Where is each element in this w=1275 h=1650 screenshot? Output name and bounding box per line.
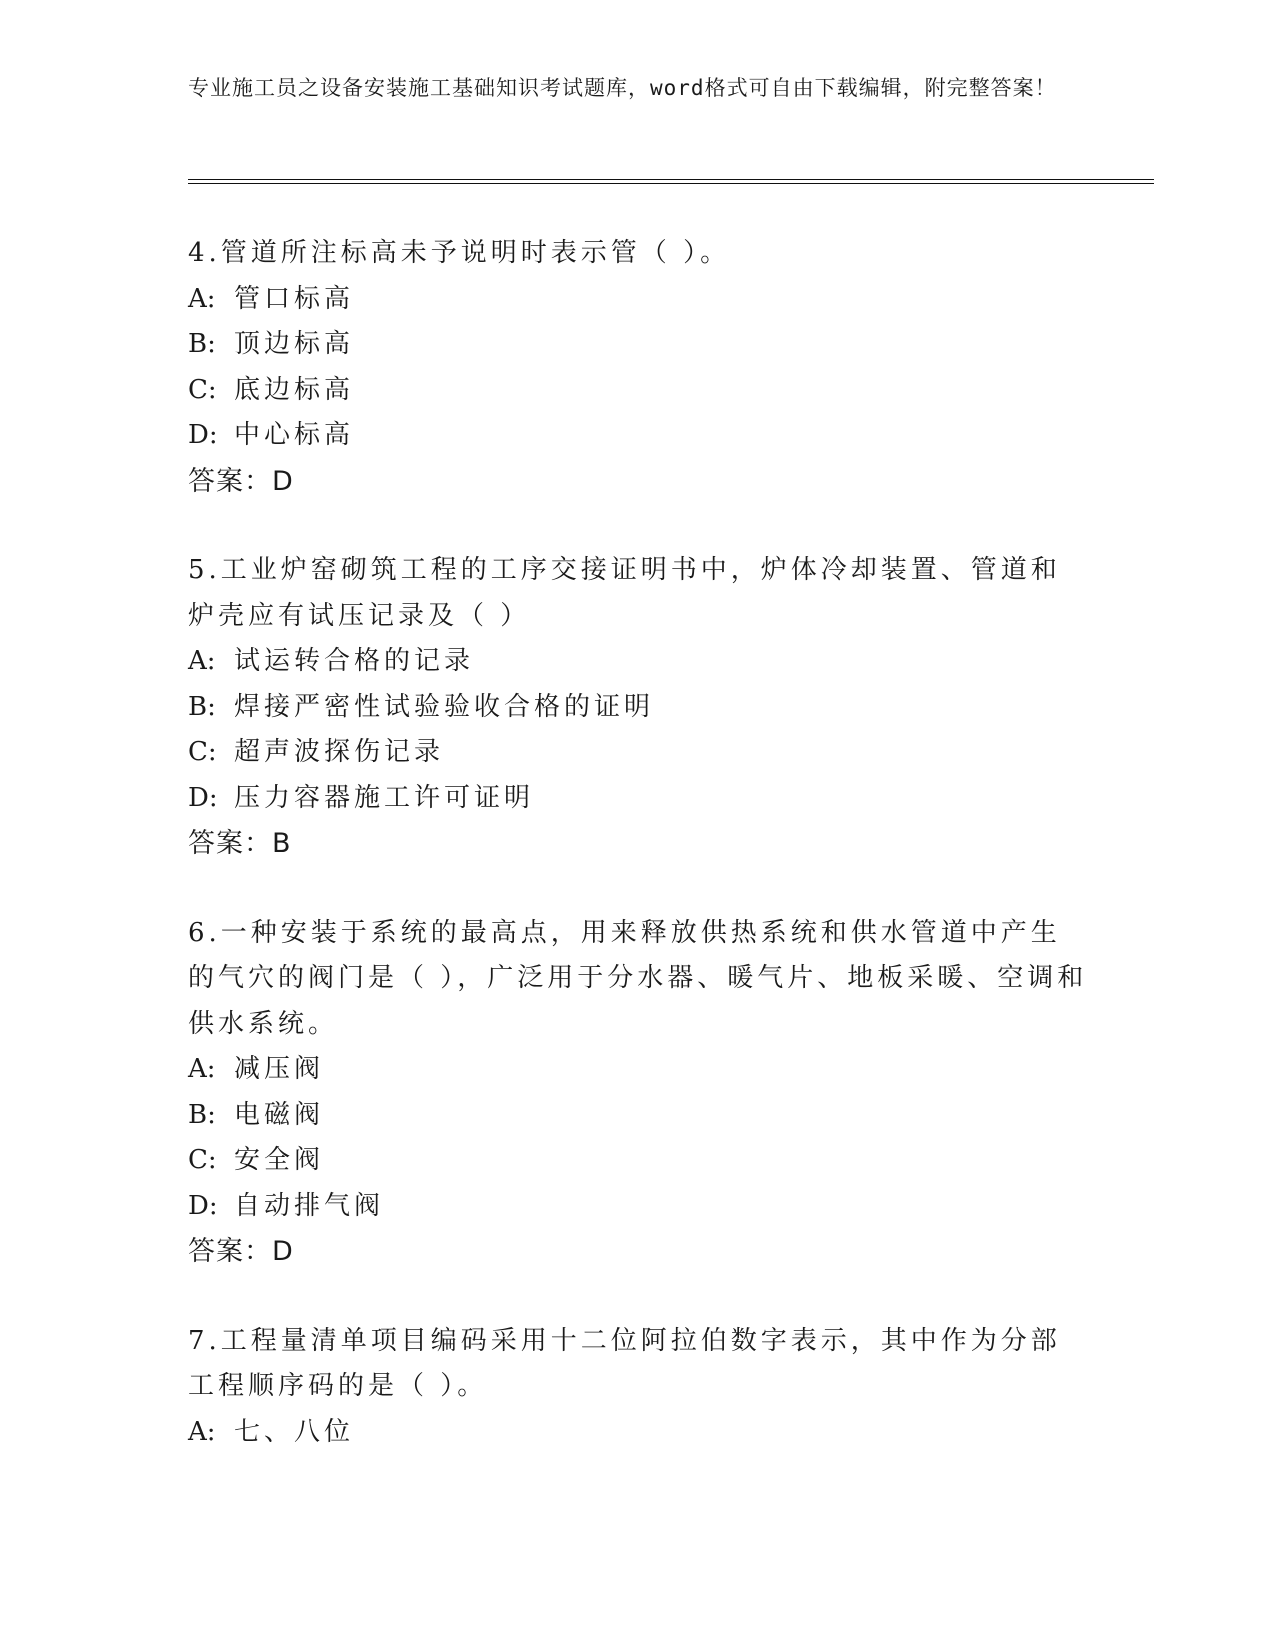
option-key: D: bbox=[188, 1190, 218, 1221]
option-key: A: bbox=[188, 1054, 216, 1084]
option-c bbox=[188, 730, 1088, 776]
option-text: 管口标高 bbox=[234, 283, 355, 314]
option-key: A: bbox=[188, 646, 216, 676]
option-a bbox=[188, 639, 1088, 685]
option-b bbox=[188, 322, 1088, 368]
option-b bbox=[188, 1093, 1088, 1139]
option-text: 超声波探伤记录 bbox=[234, 737, 445, 767]
option-key: D: bbox=[188, 782, 218, 813]
option-text: 焊接严密性试验验收合格的证明 bbox=[234, 691, 655, 722]
question-4 bbox=[188, 231, 1088, 504]
option-key: A: bbox=[188, 283, 216, 314]
question-stem: 6.一种安装于系统的最高点，用来释放供热系统和供水管道中产生的气穴的阀门是（ ），广泛用于分水器、暖气片、地板采暖、空调和供水系统。 bbox=[188, 917, 1088, 1039]
option-text: 中心标高 bbox=[234, 420, 355, 450]
option-key: A: bbox=[188, 1416, 216, 1447]
header-divider-top bbox=[188, 179, 1154, 180]
answer-line: 答案：D bbox=[188, 465, 294, 497]
question-stem: 4.管道所注标高未予说明时表示管（ ）。 bbox=[188, 238, 731, 268]
option-a bbox=[188, 277, 1088, 323]
question-6 bbox=[188, 911, 1088, 1275]
option-key: B: bbox=[188, 1099, 216, 1130]
answer-line: 答案：D bbox=[188, 1236, 294, 1267]
option-text: 安全阀 bbox=[234, 1145, 325, 1175]
document-header: 专业施工员之设备安装施工基础知识考试题库，word格式可自由下载编辑，附完整答案！ bbox=[188, 76, 1057, 100]
question-5 bbox=[188, 548, 1088, 867]
option-text: 顶边标高 bbox=[234, 329, 355, 359]
question-7 bbox=[188, 1319, 1088, 1456]
option-text: 底边标高 bbox=[234, 374, 355, 405]
option-key: C: bbox=[188, 374, 217, 405]
option-text: 电磁阀 bbox=[234, 1099, 325, 1130]
option-key: B: bbox=[188, 691, 216, 722]
option-text: 七、八位 bbox=[234, 1416, 355, 1447]
option-text: 试运转合格的记录 bbox=[234, 646, 475, 676]
option-key: C: bbox=[188, 737, 217, 767]
option-a bbox=[188, 1410, 1088, 1456]
option-text: 自动排气阀 bbox=[234, 1190, 385, 1221]
question-stem: 5.工业炉窑砌筑工程的工序交接证明书中，炉体冷却装置、管道和炉壳应有试压记录及（ ） bbox=[188, 555, 1061, 631]
option-c bbox=[188, 368, 1088, 414]
option-d bbox=[188, 413, 1088, 459]
answer-line: 答案：B bbox=[188, 828, 292, 859]
question-list bbox=[188, 231, 1088, 1499]
header-divider-bottom bbox=[188, 183, 1154, 184]
option-d bbox=[188, 1184, 1088, 1230]
option-key: D: bbox=[188, 420, 218, 450]
option-a bbox=[188, 1047, 1088, 1093]
question-stem: 7.工程量清单项目编码采用十二位阿拉伯数字表示，其中作为分部工程顺序码的是（ ）。 bbox=[188, 1325, 1061, 1401]
option-text: 压力容器施工许可证明 bbox=[234, 782, 535, 813]
option-b bbox=[188, 685, 1088, 731]
option-key: B: bbox=[188, 329, 216, 359]
option-text: 减压阀 bbox=[234, 1054, 325, 1084]
option-c bbox=[188, 1138, 1088, 1184]
option-key: C: bbox=[188, 1145, 217, 1175]
option-d bbox=[188, 776, 1088, 822]
